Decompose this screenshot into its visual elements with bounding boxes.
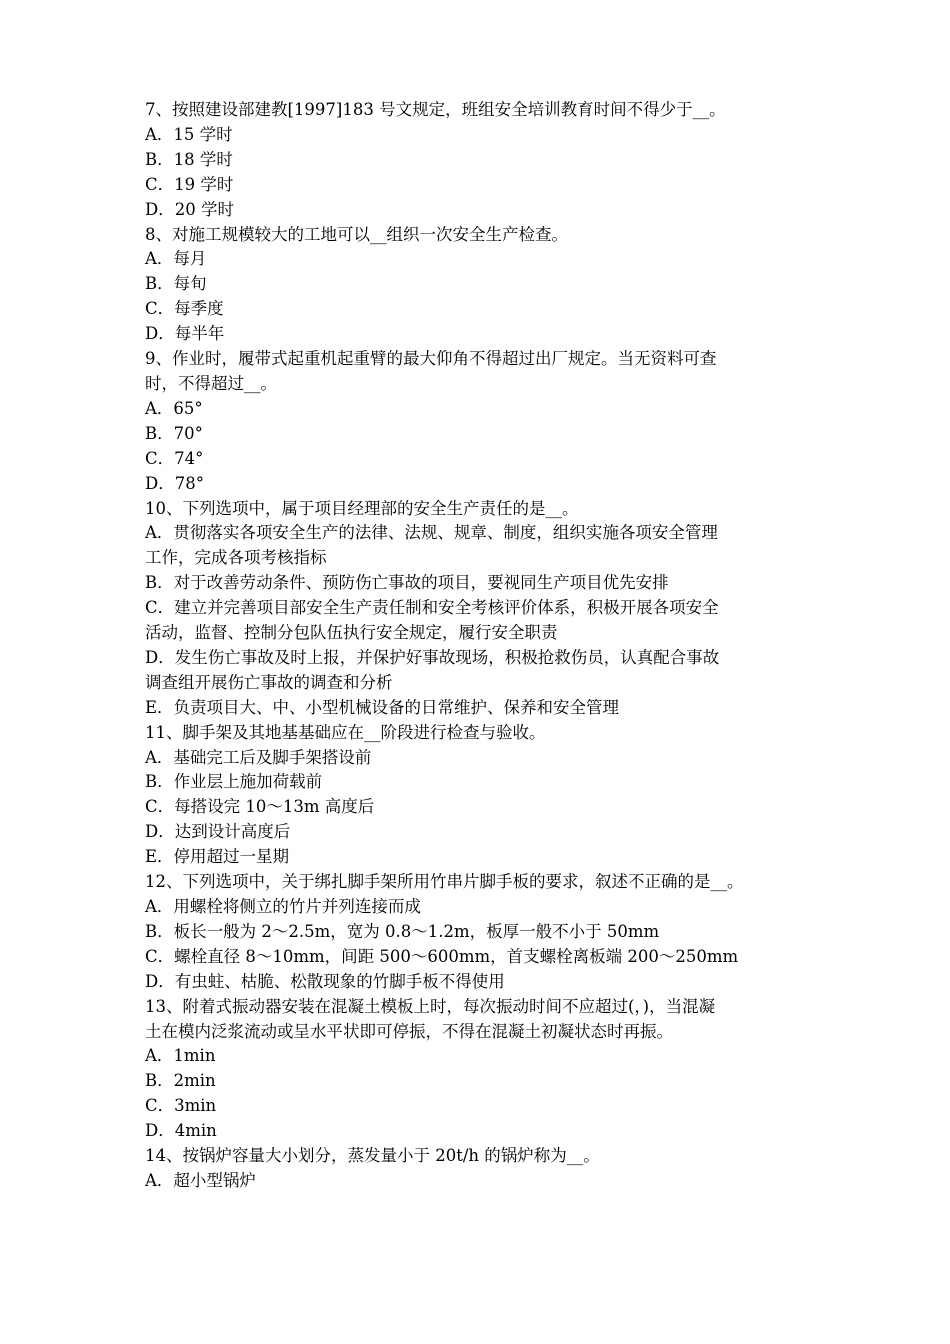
answer-option-text: B．70° [145, 423, 203, 443]
answer-option [145, 895, 810, 920]
answer-option [145, 297, 810, 322]
question-stem: 13、附着式振动器安装在混凝土模板上时，每次振动时间不应超过(，)，当混凝 [145, 996, 716, 1016]
answer-option-text: 活动，监督、控制分包队伍执行安全规定，履行安全职责 [145, 623, 558, 643]
answer-option [145, 198, 810, 223]
answer-option [145, 970, 810, 995]
answer-option [145, 322, 810, 347]
answer-option [145, 571, 810, 596]
answer-option [145, 447, 810, 472]
answer-option [145, 820, 810, 845]
answer-option-text: B．2min [145, 1071, 216, 1091]
answer-option [145, 696, 810, 721]
answer-option-text: B．每旬 [145, 274, 207, 294]
answer-option-text: C．每搭设完 10～13m 高度后 [145, 797, 375, 817]
answer-option-text: C．74° [145, 448, 204, 468]
answer-option [145, 770, 810, 795]
question [145, 721, 810, 870]
answer-option [145, 845, 810, 870]
answer-option-text: D．有虫蛀、枯脆、松散现象的竹脚手板不得使用 [145, 971, 505, 991]
question-stem: 8、对施工规模较大的工地可以__组织一次安全生产检查。 [145, 224, 568, 244]
answer-option [145, 472, 810, 497]
answer-option [145, 123, 810, 148]
answer-option [145, 1119, 810, 1144]
answer-option-text: E．负责项目大、中、小型机械设备的日常维护、保养和安全管理 [145, 697, 620, 717]
answer-option-text: C．螺栓直径 8～10mm，间距 500～600mm，首支螺栓离板端 200～250mm [145, 946, 739, 966]
answer-option-text: A．15 学时 [145, 124, 233, 144]
question-stem: 7、按照建设部建教[1997]183 号文规定，班组安全培训教育时间不得少于__。 [145, 100, 726, 119]
question [145, 995, 810, 1144]
question [145, 223, 810, 348]
answer-option [145, 596, 810, 646]
answer-option [145, 397, 810, 422]
answer-option [145, 272, 810, 297]
question-stem: 土在模内泛浆流动或呈水平状即可停振，不得在混凝土初凝状态时再振。 [145, 1021, 673, 1041]
answer-option-text: D．达到设计高度后 [145, 822, 291, 842]
answer-option [145, 1044, 810, 1069]
answer-option [145, 521, 810, 571]
question [145, 347, 810, 496]
answer-option-text: D．4min [145, 1121, 217, 1141]
answer-option-text: B．作业层上施加荷载前 [145, 772, 323, 792]
answer-option [145, 646, 810, 696]
answer-option-text: C．19 学时 [145, 174, 234, 194]
answer-option-text: A．超小型锅炉 [145, 1170, 256, 1190]
answer-option-text: E．停用超过一星期 [145, 847, 290, 867]
question-stem: 10、下列选项中，属于项目经理部的安全生产责任的是__。 [145, 498, 579, 518]
question [145, 497, 810, 721]
answer-option-text: B．18 学时 [145, 149, 233, 169]
answer-option [145, 1094, 810, 1119]
answer-option-text: C．3min [145, 1096, 217, 1116]
answer-option-text: A．1min [145, 1046, 216, 1066]
answer-option-text: A．用螺栓将侧立的竹片并列连接而成 [145, 897, 421, 916]
answer-option-text: A．基础完工后及脚手架搭设前 [145, 747, 372, 767]
answer-option [145, 920, 810, 945]
question [145, 870, 810, 995]
answer-option-text: D．78° [145, 473, 204, 493]
answer-option-text: C．每季度 [145, 299, 224, 319]
answer-option [145, 173, 810, 198]
question-stem: 时，不得超过__。 [145, 373, 277, 393]
question-stem: 9、作业时，履带式起重机起重臂的最大仰角不得超过出厂规定。当无资料可查 [145, 349, 717, 369]
answer-option [145, 422, 810, 447]
question-stem: 12、下列选项中，关于绑扎脚手架所用竹串片脚手板的要求，叙述不正确的是__。 [145, 872, 744, 892]
answer-option [145, 247, 810, 272]
answer-option-text: B．对于改善劳动条件、预防伤亡事故的项目，要视同生产项目优先安排 [145, 573, 669, 593]
answer-option [145, 1169, 810, 1194]
answer-option [145, 148, 810, 173]
question [145, 98, 810, 223]
answer-option-text: A．每月 [145, 249, 207, 269]
answer-option [145, 1069, 810, 1094]
answer-option [145, 746, 810, 771]
answer-option-text: 调查组开展伤亡事故的调查和分析 [145, 672, 393, 692]
answer-option-text: D．每半年 [145, 324, 225, 344]
answer-option-text: 工作，完成各项考核指标 [145, 548, 327, 568]
answer-option [145, 945, 810, 970]
question-stem: 14、按锅炉容量大小划分，蒸发量小于 20t/h 的锅炉称为__。 [145, 1146, 600, 1166]
question-stem: 11、脚手架及其地基基础应在__阶段进行检查与验收。 [145, 722, 546, 742]
answer-option [145, 795, 810, 820]
answer-option-text: D．20 学时 [145, 199, 234, 219]
question [145, 1144, 810, 1194]
answer-option-text: C．建立并完善项目部安全生产责任制和安全考核评价体系，积极开展各项安全 [145, 598, 719, 618]
answer-option-text: D．发生伤亡事故及时上报，并保护好事故现场，积极抢救伤员，认真配合事故 [145, 647, 720, 667]
answer-option-text: A．65° [145, 398, 203, 418]
answer-option-text: A．贯彻落实各项安全生产的法律、法规、规章、制度，组织实施各项安全管理 [145, 523, 718, 543]
question-list [145, 98, 810, 1194]
answer-option-text: B．板长一般为 2～2.5m，宽为 0.8～1.2m，板厚一般不小于 50mm [145, 921, 660, 941]
